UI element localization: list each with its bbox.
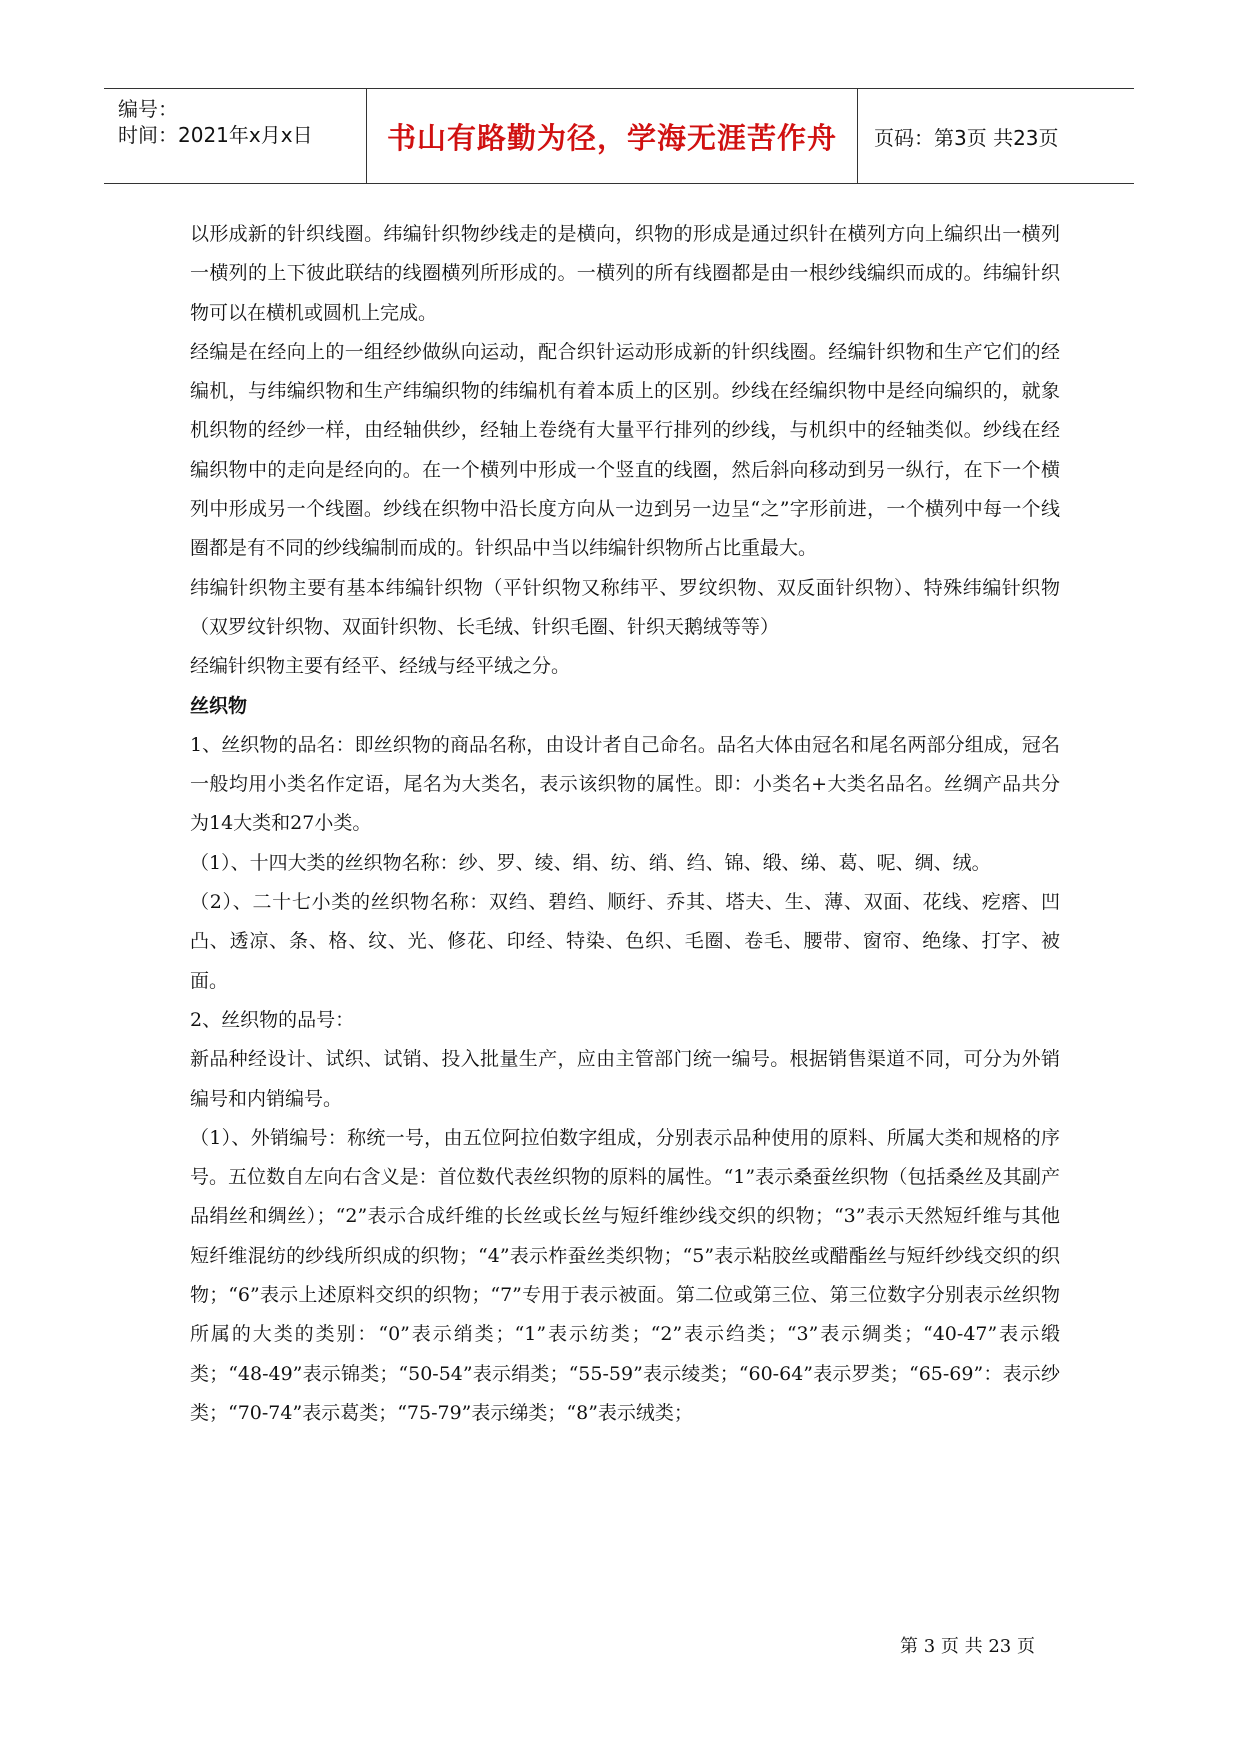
document-number-label: 编号：: [118, 97, 178, 121]
paragraph: 纬编针织物主要有基本纬编针织物（平针织物又称纬平、罗纹织物、双反面针织物）、特殊纬编针织物（双罗纹针织物、双面针织物、长毛绒、针织毛圈、针织天鹅绒等等）: [190, 576, 1060, 638]
paragraph: （1）、十四大类的丝织物名称：纱、罗、绫、绢、纺、绡、绉、锦、缎、绨、葛、呢、绸、绒。: [190, 851, 991, 874]
paragraph: （2）、二十七小类的丝织物名称：双绉、碧绉、顺纡、乔其、塔夫、生、薄、双面、花线、疙瘩、凹凸、透凉、条、格、纹、光、修花、印经、特染、色织、毛圈、卷毛、腰带、窗帘、绝缘、打字、被面。: [190, 891, 1060, 992]
paragraph: 经编是在经向上的一组经纱做纵向运动，配合织针运动形成新的针织线圈。经编针织物和生产它们的经编机，与纬编织物和生产纬编织物的纬编机有着本质上的区别。纱线在经编织物中是经向编织的，就象机织物的经纱一样，由经轴供纱，经轴上卷绕有大量平行排列的纱线，与机织中的经轴类似。纱线在经编织物中的走向是经向的。在一个横列中形成一个竖直的线圈，然后斜向移动到另一纵行，在下一个横列中形成另一个线圈。纱线在织物中沿长度方向从一边到另一边呈“之”字形前进，一个横列中每一个线圈都是有不同的纱线编制而成的。针织品中当以纬编针织物所占比重最大。: [190, 340, 1060, 560]
section-heading: 丝织物: [190, 694, 248, 717]
header-page-number: 页码：第3页 共23页: [874, 125, 1059, 150]
header-info-cell: [104, 89, 367, 183]
header-motto: 书山有路勤为径，学海无涯苦作舟: [367, 89, 858, 183]
page-header: [104, 88, 1134, 184]
document-time-label: 时间：2021年x月x日: [118, 123, 313, 147]
paragraph: （1）、外销编号：称统一号，由五位阿拉伯数字组成，分别表示品种使用的原料、所属大类和规格的序号。五位数自左向右含义是：首位数代表丝织物的原料的属性。“1”表示桑蚕丝织物（包括桑丝及其副产品绢丝和绸丝）；“2”表示合成纤维的长丝或长丝与短纤维纱线交织的织物；“3”表示天然短纤维与其他短纤维混纺的纱线所织成的织物；“4”表示柞蚕丝类织物；“5”表示粘胶丝或醋酯丝与短纤纱线交织的织物；“6”表示上述原料交织的织物；“7”专用于表示被面。第二位或第三位、第三位数字分别表示丝织物所属的大类的类别：“0”表示绡类；“1”表示纺类；“2”表示绉类；“3”表示绸类；“40-47”表示缎类；“48-49”表示锦类；“50-54”表示绢类；“55-59”表示绫类；“60-64”表示罗类；“65-69”：表示纱类；“70-74”表示葛类；“75-79”表示绨类；“8”表示绒类；: [190, 1126, 1060, 1424]
paragraph: 经编针织物主要有经平、经绒与经平绒之分。: [190, 655, 571, 678]
document-body: [190, 215, 1060, 1433]
paragraph: 新品种经设计、试织、试销、投入批量生产，应由主管部门统一编号。根据销售渠道不同，可分为外销编号和内销编号。: [190, 1048, 1060, 1110]
paragraph: 1、丝织物的品名：即丝织物的商品名称，由设计者自己命名。品名大体由冠名和尾名两部分组成，冠名一般均用小类名作定语，尾名为大类名，表示该织物的属性。即：小类名+大类名品名。丝绸产品共分为14大类和27小类。: [190, 733, 1060, 835]
paragraph: 以形成新的针织线圈。纬编针织物纱线走的是横向，织物的形成是通过织针在横列方向上编织出一横列一横列的上下彼此联结的线圈横列所形成的。一横列的所有线圈都是由一根纱线编织而成的。纬编针织物可以在横机或圆机上完成。: [190, 223, 1060, 324]
paragraph: 2、丝织物的品号：: [190, 1008, 355, 1031]
page-footer: 第 3 页 共 23 页: [900, 1636, 1035, 1657]
